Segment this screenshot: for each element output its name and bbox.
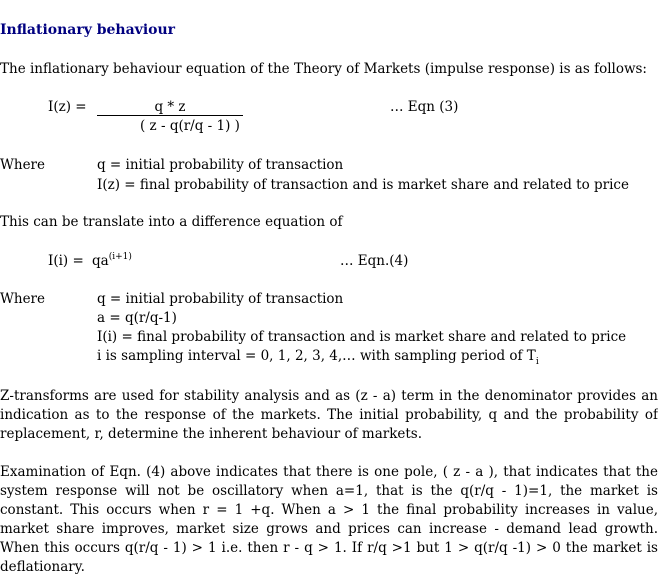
- where2-sampling: [97, 348, 539, 366]
- section-heading: Inflationary behaviour: [0, 22, 176, 38]
- where2-line-ii: I(i) = final probability of transaction and is market share and related to price: [97, 329, 627, 345]
- eqn4-label: … Eqn.(4): [340, 253, 409, 269]
- examination-paragraph: Examination of Eqn. (4) above indicates that there is one pole, ( z - a ), that indicates that the system response will not be oscillatory when a=1, that is the q(r/q - 1)=1, the market is constant. This occurs when r = 1 +q. When a > 1 the final probability increases in value, market share improves, market size grows and prices can increase - demand lead growth. When this occurs q(r/q - 1) > 1 i.e. then r - q > 1. If r/q >1 but 1 > q(r/q -1) > 0 the market is deflationary.: [0, 464, 658, 575]
- where1-line-q: q = initial probability of transaction: [97, 157, 344, 173]
- translate-text: This can be translate into a difference equation of: [0, 214, 343, 230]
- eqn3-label: … Eqn (3): [390, 99, 459, 115]
- sampling-subscript: i: [535, 357, 539, 367]
- where2-label: Where: [0, 291, 46, 307]
- eqn4-exponent: (i+1): [108, 252, 132, 262]
- eqn4-expression: [92, 253, 132, 271]
- eqn4-base: qa: [92, 253, 109, 269]
- eqn3-denominator: ( z - q(r/q - 1) ): [140, 118, 240, 134]
- where1-line-iz: I(z) = final probability of transaction and is market share and related to price: [97, 177, 629, 193]
- intro-text: The inflationary behaviour equation of the Theory of Markets (impulse response) is as follows:: [0, 61, 647, 77]
- eqn4-lhs: I(i) =: [48, 253, 84, 269]
- ztransform-paragraph: Z-transforms are used for stability analysis and as (z - a) term in the denominator provides an indication as to the response of the markets. The initial probability, q and the probability of replacement, r, determine the inherent behaviour of markets.: [0, 388, 658, 442]
- eqn3-numerator: q * z: [97, 99, 243, 116]
- where2-line-a: a = q(r/q-1): [97, 310, 177, 326]
- where1-label: Where: [0, 157, 46, 173]
- eqn3-lhs: I(z) =: [48, 99, 87, 115]
- sampling-text: i is sampling interval = 0, 1, 2, 3, 4,… with sampling period of T: [97, 348, 536, 364]
- where2-line-q: q = initial probability of transaction: [97, 291, 344, 307]
